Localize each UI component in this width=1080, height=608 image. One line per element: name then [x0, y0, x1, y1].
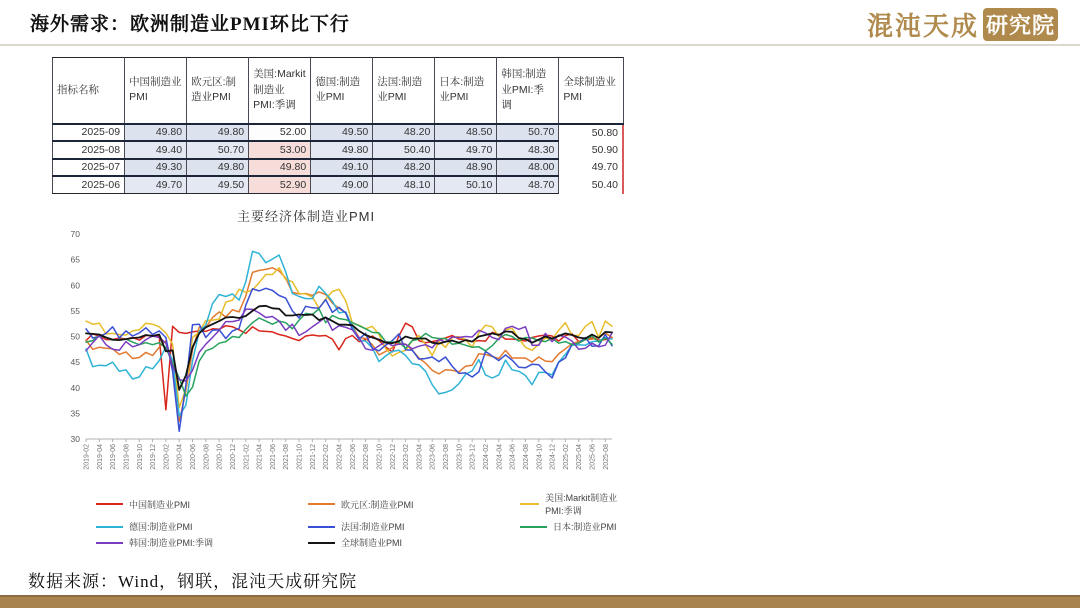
table-row: [53, 124, 624, 142]
x-axis-tick-label: 2024-10: [536, 444, 544, 470]
column-header: 日本:制造业PMI: [435, 58, 497, 124]
table-cell: 48.00: [497, 159, 559, 177]
pmi-table-body: [53, 124, 624, 194]
x-axis-tick-label: 2023-06: [429, 444, 437, 470]
pmi-chart-svg: [60, 226, 622, 486]
x-axis-tick-label: 2021-02: [243, 444, 251, 470]
row-date-cell: 2025-06: [53, 176, 125, 194]
x-axis-tick-label: 2024-06: [509, 444, 517, 470]
x-axis-tick-label: 2021-06: [269, 444, 277, 470]
column-header: 美国:Markit制造业PMI:季调: [249, 58, 311, 124]
x-axis-tick-label: 2020-06: [190, 444, 198, 470]
x-axis-tick-label: 2019-04: [96, 444, 104, 470]
table-cell: 49.80: [187, 159, 249, 177]
legend-label: 中国制造业PMI: [129, 499, 191, 510]
table-cell: 49.40: [125, 141, 187, 159]
table-cell: 53.00: [249, 141, 311, 159]
table-cell: 52.00: [249, 124, 311, 142]
x-axis-tick-label: 2024-04: [496, 444, 504, 470]
legend-item: [520, 520, 622, 533]
x-axis-tick-label: 2025-08: [602, 444, 610, 470]
table-cell: 50.40: [373, 141, 435, 159]
table-cell: 49.00: [311, 176, 373, 194]
x-axis-tick-label: 2024-12: [549, 444, 557, 470]
legend-item: [96, 520, 308, 533]
chart-title: 主要经济体制造业PMI: [236, 209, 376, 224]
table-cell: 48.50: [435, 124, 497, 142]
table-cell: 48.70: [497, 176, 559, 194]
table-cell: 50.70: [497, 124, 559, 142]
legend-item: [308, 536, 520, 549]
table-cell: 49.80: [249, 159, 311, 177]
column-header: 指标名称: [53, 58, 125, 124]
x-axis-tick-label: 2020-10: [216, 444, 224, 470]
table-cell: 50.10: [435, 176, 497, 194]
table-cell: 50.70: [187, 141, 249, 159]
y-axis-tick-label: 55: [70, 305, 80, 316]
table-row: [53, 159, 624, 177]
table-cell: 49.70: [125, 176, 187, 194]
legend-item: [520, 491, 622, 517]
legend-line-swatch-icon: [96, 542, 123, 544]
table-cell: 50.40: [559, 176, 623, 194]
legend-label: 欧元区:制造业PMI: [341, 499, 414, 510]
x-axis-tick-label: 2022-10: [376, 444, 384, 470]
y-axis-tick-label: 65: [70, 254, 80, 265]
y-axis-tick-label: 35: [70, 408, 80, 419]
table-cell: 49.70: [435, 141, 497, 159]
table-cell: 52.90: [249, 176, 311, 194]
page-title: 海外需求：欧洲制造业PMI环比下行: [30, 14, 350, 35]
table-cell: 49.80: [125, 124, 187, 142]
x-axis-tick-label: 2020-08: [203, 444, 211, 470]
table-cell: 50.80: [559, 124, 623, 142]
y-axis-tick-label: 60: [70, 280, 80, 291]
legend-line-swatch-icon: [96, 503, 123, 505]
pmi-table-wrap: [52, 57, 624, 194]
x-axis-tick-label: 2019-02: [83, 444, 91, 470]
column-header: 中国制造业PMI: [125, 58, 187, 124]
x-axis-tick-label: 2019-06: [110, 444, 118, 470]
legend-item: [96, 536, 308, 549]
x-axis-tick-label: 2023-04: [416, 444, 424, 470]
x-axis-tick-label: 2020-02: [163, 444, 171, 470]
x-axis-tick-label: 2023-10: [456, 444, 464, 470]
y-axis-tick-label: 70: [70, 229, 80, 239]
x-axis-tick-label: 2020-04: [176, 444, 184, 470]
chart-legend: [96, 491, 622, 549]
legend-line-swatch-icon: [96, 526, 123, 528]
column-header: 德国:制造业PMI: [311, 58, 373, 124]
table-cell: 49.80: [187, 124, 249, 142]
table-row: [53, 141, 624, 159]
x-axis-tick-label: 2021-04: [256, 444, 264, 470]
x-axis-tick-label: 2024-08: [522, 444, 530, 470]
x-axis-tick-label: 2020-12: [229, 444, 237, 470]
pmi-table-head-row: [53, 58, 624, 124]
table-cell: 49.70: [559, 159, 623, 177]
table-cell: 49.50: [187, 176, 249, 194]
x-axis-tick-label: 2022-08: [363, 444, 371, 470]
table-cell: 49.80: [311, 141, 373, 159]
table-cell: 50.90: [559, 141, 623, 159]
legend-label: 美国:Markit制造业PMI:季调: [545, 493, 618, 516]
legend-line-swatch-icon: [308, 526, 335, 528]
x-axis-tick-label: 2025-06: [589, 444, 597, 470]
x-axis-tick-label: 2024-02: [482, 444, 490, 470]
table-cell: 48.20: [373, 124, 435, 142]
legend-line-swatch-icon: [520, 526, 547, 528]
pmi-chart: [60, 206, 622, 549]
table-cell: 49.30: [125, 159, 187, 177]
table-cell: 48.10: [373, 176, 435, 194]
table-cell: 48.30: [497, 141, 559, 159]
x-axis-tick-label: 2023-02: [403, 444, 411, 470]
x-axis-tick-label: 2025-04: [576, 444, 584, 470]
x-axis-tick-label: 2022-04: [336, 444, 344, 470]
x-axis-tick-label: 2021-08: [283, 444, 291, 470]
row-date-cell: 2025-08: [53, 141, 125, 159]
x-axis-tick-label: 2025-02: [562, 444, 570, 470]
legend-label: 法国:制造业PMI: [341, 522, 405, 532]
column-header: 全球制造业PMI: [559, 58, 623, 124]
x-axis-tick-label: 2019-08: [123, 444, 131, 470]
logo-badge: 研究院: [983, 8, 1058, 41]
legend-item: [308, 491, 520, 517]
legend-line-swatch-icon: [520, 503, 539, 505]
x-axis-tick-label: 2021-12: [309, 444, 317, 470]
x-axis-tick-label: 2022-02: [323, 444, 331, 470]
x-axis-tick-label: 2023-08: [443, 444, 451, 470]
x-axis-tick-label: 2023-12: [469, 444, 477, 470]
table-cell: 48.90: [435, 159, 497, 177]
x-axis-tick-label: 2022-12: [389, 444, 397, 470]
legend-line-swatch-icon: [308, 503, 335, 505]
table-cell: 49.50: [311, 124, 373, 142]
header-divider: [0, 44, 1080, 46]
legend-item: [96, 491, 308, 517]
row-date-cell: 2025-07: [53, 159, 125, 177]
legend-label: 日本:制造业PMI: [553, 522, 617, 532]
company-logo: [867, 6, 1058, 43]
y-axis-tick-label: 30: [70, 434, 80, 444]
y-axis-tick-label: 45: [70, 357, 80, 368]
y-axis-tick-label: 50: [70, 331, 80, 342]
x-axis-tick-label: 2022-06: [349, 444, 357, 470]
table-cell: 48.20: [373, 159, 435, 177]
legend-label: 全球制造业PMI: [341, 538, 403, 548]
legend-label: 韩国:制造业PMI:季调: [129, 538, 214, 548]
legend-item: [308, 520, 520, 533]
x-axis-tick-label: 2019-10: [136, 444, 144, 470]
row-date-cell: 2025-09: [53, 124, 125, 142]
legend-label: 德国:制造业PMI: [129, 522, 193, 532]
x-axis-tick-label: 2019-12: [150, 444, 158, 470]
bottom-accent-bar: [0, 595, 1080, 608]
logo-text: 混沌天成: [866, 12, 979, 41]
x-axis-tick-label: 2021-10: [296, 444, 304, 470]
data-source: 数据来源：Wind，钢联，混沌天成研究院: [28, 572, 358, 591]
table-row: [53, 176, 624, 194]
table-cell: 49.10: [311, 159, 373, 177]
pmi-table: [52, 57, 624, 194]
legend-line-swatch-icon: [308, 542, 335, 544]
column-header: 韩国:制造业PMI:季调: [497, 58, 559, 124]
y-axis-tick-label: 40: [70, 382, 80, 393]
column-header: 欧元区:制造业PMI: [187, 58, 249, 124]
column-header: 法国:制造业PMI: [373, 58, 435, 124]
